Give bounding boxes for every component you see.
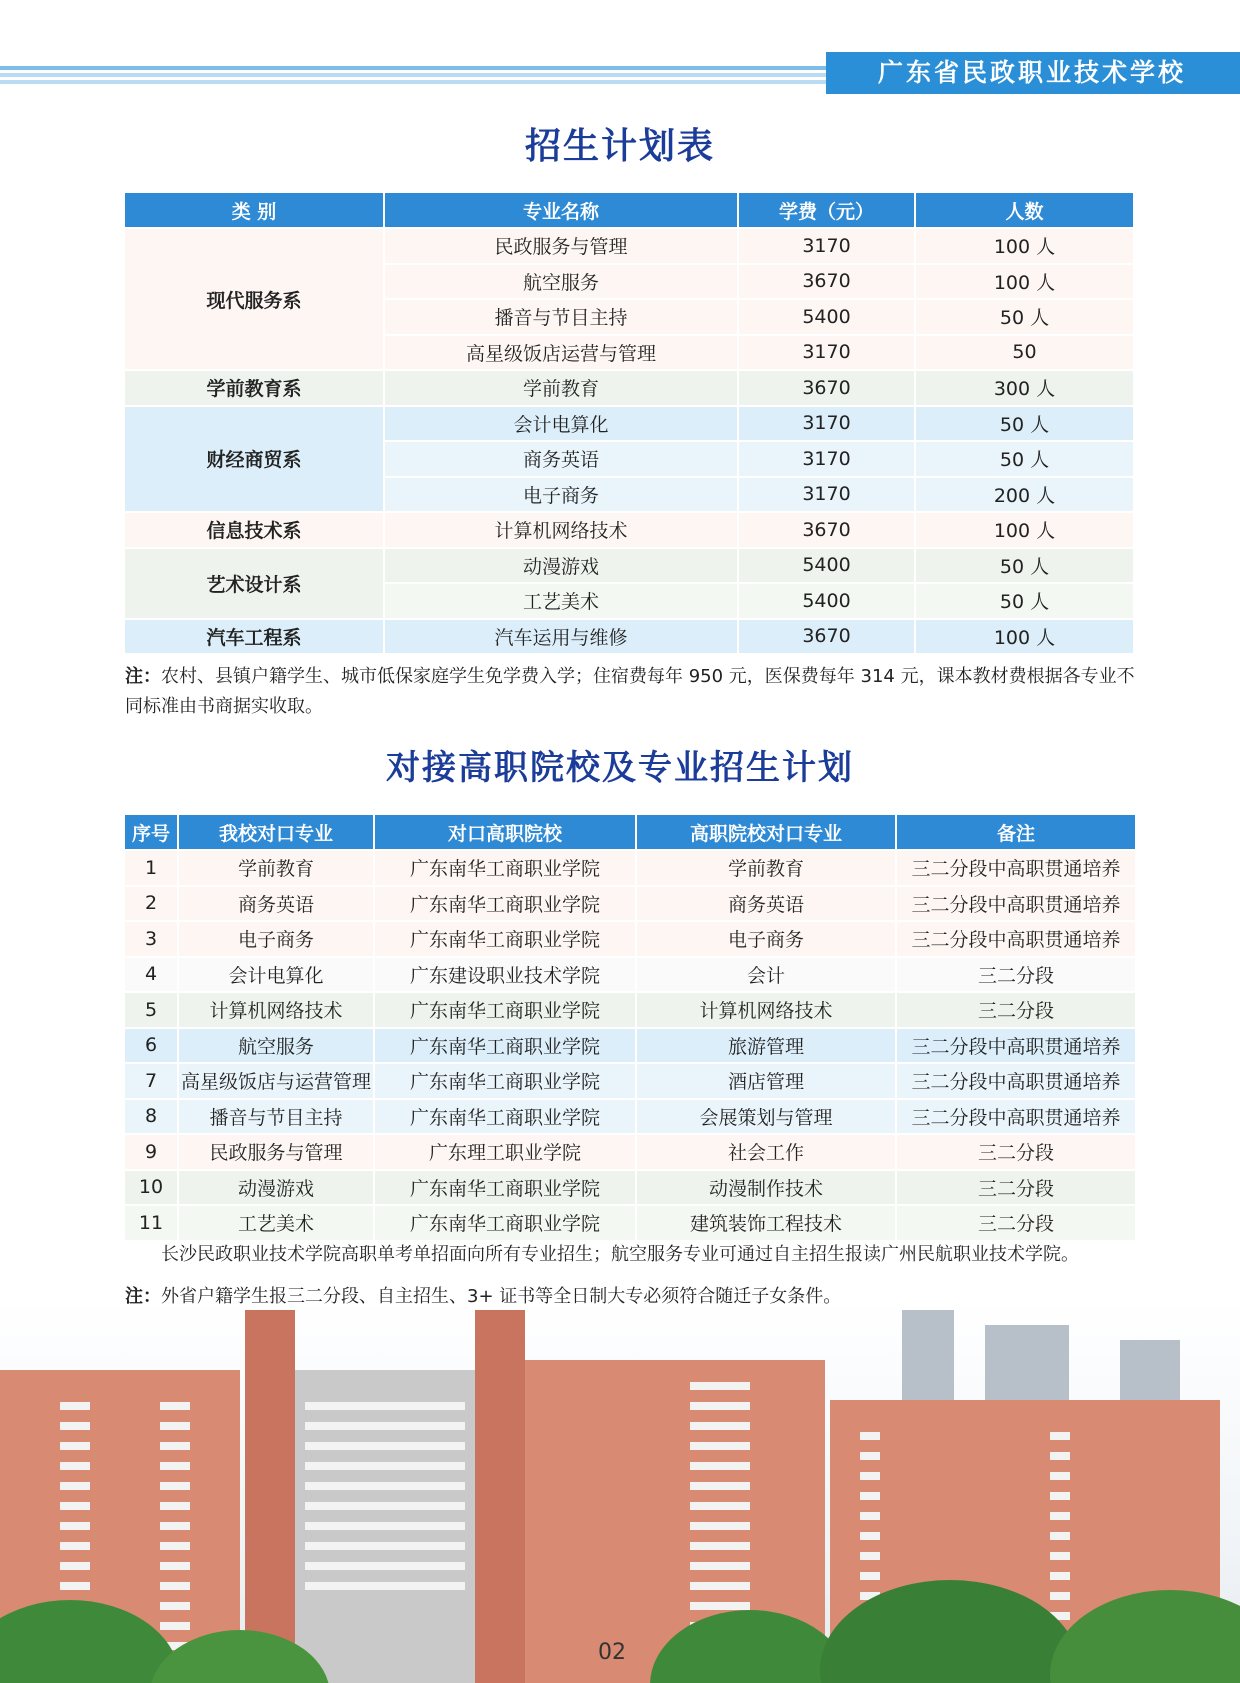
our-major-cell: 动漫游戏 xyxy=(237,1177,314,1200)
college-major-cell: 计算机网络技术 xyxy=(699,1000,833,1023)
remark-cell: 三二分段中高职贯通培养 xyxy=(911,1035,1121,1058)
college-cell: 广东南华工商职业学院 xyxy=(409,1106,600,1129)
table-row xyxy=(125,851,1135,885)
no-cell: 5 xyxy=(144,998,158,1021)
dept-cell: 现代服务系 xyxy=(125,229,383,369)
no-cell: 3 xyxy=(144,927,158,950)
remark-cell: 三二分段 xyxy=(977,1000,1054,1023)
household-note xyxy=(125,1282,841,1312)
note-label: 注： xyxy=(125,1286,161,1307)
col-header-remark: 备注 xyxy=(897,815,1135,849)
no-cell: 4 xyxy=(144,963,158,986)
college-major-cell: 社会工作 xyxy=(727,1142,804,1165)
table-row xyxy=(125,620,1133,654)
college-cell: 广东南华工商职业学院 xyxy=(409,1071,600,1094)
count-cell: 50 人 xyxy=(999,413,1050,436)
fee-cell: 3170 xyxy=(802,341,851,364)
major-cell: 汽车运用与维修 xyxy=(494,626,628,649)
college-major-cell: 酒店管理 xyxy=(727,1071,804,1094)
college-cell: 广东南华工商职业学院 xyxy=(409,893,600,916)
no-cell: 7 xyxy=(144,1069,158,1092)
no-cell: 10 xyxy=(138,1176,164,1199)
fee-cell: 3170 xyxy=(802,447,851,470)
college-cell: 广东建设职业技术学院 xyxy=(409,964,600,987)
table-row xyxy=(125,229,1133,263)
note-text: 外省户籍学生报三二分段、自主招生、3+ 证书等全日制大专必须符合随迁子女条件。 xyxy=(161,1286,842,1307)
col-header-our-major: 我校对口专业 xyxy=(179,815,373,849)
table-row xyxy=(125,993,1135,1027)
col-header-major: 专业名称 xyxy=(385,193,737,227)
note-label: 注： xyxy=(125,666,161,687)
count-cell: 100 人 xyxy=(993,520,1056,543)
no-cell: 1 xyxy=(144,856,158,879)
table-row xyxy=(125,513,1133,547)
no-cell: 9 xyxy=(144,1140,158,1163)
college-cell: 广东南华工商职业学院 xyxy=(409,1213,600,1236)
fee-cell: 3170 xyxy=(802,412,851,435)
our-major-cell: 工艺美术 xyxy=(237,1213,314,1236)
major-cell: 民政服务与管理 xyxy=(494,236,628,259)
count-cell: 100 人 xyxy=(993,271,1056,294)
note-text: 农村、县镇户籍学生、城市低保家庭学生免学费入学；住宿费每年 950 元，医保费每年 314 元，课本教材费根据各专业不同标准由书商据实收取。 xyxy=(125,666,1135,717)
col-header-category: 类 别 xyxy=(125,193,383,227)
major-cell: 动漫游戏 xyxy=(522,555,599,578)
our-major-cell: 航空服务 xyxy=(237,1035,314,1058)
college-link-title: 对接高职院校及专业招生计划 xyxy=(386,748,854,788)
college-cell: 广东南华工商职业学院 xyxy=(409,1035,600,1058)
remark-cell: 三二分段中高职贯通培养 xyxy=(911,1106,1121,1129)
major-cell: 会计电算化 xyxy=(513,413,609,436)
table-row xyxy=(125,1029,1135,1063)
table-header-row xyxy=(125,815,1135,849)
remark-cell: 三二分段 xyxy=(977,964,1054,987)
col-header-college: 对口高职院校 xyxy=(375,815,635,849)
dept-cell: 汽车工程系 xyxy=(206,626,302,649)
college-cell: 广东南华工商职业学院 xyxy=(409,929,600,952)
table-row xyxy=(125,1135,1135,1169)
count-cell: 50 人 xyxy=(999,555,1050,578)
table-row xyxy=(125,958,1135,992)
dept-cell: 学前教育系 xyxy=(206,378,302,401)
college-cell: 广东理工职业学院 xyxy=(428,1142,581,1165)
no-cell: 8 xyxy=(144,1105,158,1128)
fee-cell: 3670 xyxy=(802,270,851,293)
college-major-cell: 旅游管理 xyxy=(727,1035,804,1058)
our-major-cell: 民政服务与管理 xyxy=(209,1142,343,1165)
college-major-cell: 学前教育 xyxy=(727,858,804,881)
remark-cell: 三二分段中高职贯通培养 xyxy=(911,1071,1121,1094)
fee-cell: 3670 xyxy=(802,376,851,399)
major-cell: 工艺美术 xyxy=(522,591,599,614)
college-cell: 广东南华工商职业学院 xyxy=(409,858,600,881)
col-header-college-major: 高职院校对口专业 xyxy=(637,815,895,849)
major-cell: 学前教育 xyxy=(522,378,599,401)
our-major-cell: 电子商务 xyxy=(237,929,314,952)
table-row xyxy=(125,1206,1135,1240)
fee-note xyxy=(125,662,1135,722)
fee-cell: 5400 xyxy=(802,554,851,577)
college-link-table xyxy=(123,813,1137,1242)
our-major-cell: 播音与节目主持 xyxy=(209,1106,343,1129)
no-cell: 2 xyxy=(144,892,158,915)
header-stripes xyxy=(0,66,830,88)
college-cell: 广东南华工商职业学院 xyxy=(409,1000,600,1023)
remark-cell: 三二分段 xyxy=(977,1142,1054,1165)
table-row xyxy=(125,1064,1135,1098)
table-row xyxy=(125,1171,1135,1205)
changsha-note: 长沙民政职业技术学院高职单考单招面向所有专业招生；航空服务专业可通过自主招生报读广州民航职业技术学院。 xyxy=(161,1244,1079,1265)
remark-cell: 三二分段中高职贯通培养 xyxy=(911,893,1121,916)
col-header-no: 序号 xyxy=(125,815,177,849)
fee-cell: 3670 xyxy=(802,625,851,648)
enrollment-plan-table xyxy=(123,191,1135,655)
col-header-count: 人数 xyxy=(916,193,1133,227)
table-row xyxy=(125,887,1135,921)
school-name-banner: 广东省民政职业技术学校 xyxy=(826,52,1240,94)
count-cell: 50 xyxy=(1012,341,1037,364)
our-major-cell: 计算机网络技术 xyxy=(209,1000,343,1023)
major-cell: 商务英语 xyxy=(522,449,599,472)
enrollment-plan-title: 招生计划表 xyxy=(524,126,715,167)
fee-cell: 5400 xyxy=(802,589,851,612)
count-cell: 50 人 xyxy=(999,591,1050,614)
remark-cell: 三二分段中高职贯通培养 xyxy=(911,929,1121,952)
our-major-cell: 高星级饭店与运营管理 xyxy=(180,1071,371,1094)
table-row xyxy=(125,922,1135,956)
college-major-cell: 会展策划与管理 xyxy=(699,1106,833,1129)
major-cell: 高星级饭店运营与管理 xyxy=(465,342,656,365)
major-cell: 航空服务 xyxy=(522,271,599,294)
major-cell: 播音与节目主持 xyxy=(494,307,628,330)
campus-photo xyxy=(0,1300,1240,1683)
our-major-cell: 会计电算化 xyxy=(228,964,324,987)
count-cell: 300 人 xyxy=(993,378,1056,401)
no-cell: 11 xyxy=(138,1211,164,1234)
our-major-cell: 学前教育 xyxy=(237,858,314,881)
remark-cell: 三二分段 xyxy=(977,1177,1054,1200)
dept-cell: 信息技术系 xyxy=(206,520,302,543)
major-cell: 电子商务 xyxy=(522,484,599,507)
fee-cell: 3170 xyxy=(802,483,851,506)
college-major-cell: 建筑装饰工程技术 xyxy=(689,1213,842,1236)
remark-cell: 三二分段 xyxy=(977,1213,1054,1236)
table-row xyxy=(125,407,1133,441)
college-major-cell: 会计 xyxy=(746,964,785,987)
college-major-cell: 电子商务 xyxy=(727,929,804,952)
fee-cell: 3170 xyxy=(802,234,851,257)
page-number: 02 xyxy=(598,1640,626,1665)
count-cell: 200 人 xyxy=(993,484,1056,507)
college-major-cell: 商务英语 xyxy=(727,893,804,916)
count-cell: 50 人 xyxy=(999,307,1050,330)
table-row xyxy=(125,371,1133,405)
fee-cell: 3670 xyxy=(802,518,851,541)
fee-cell: 5400 xyxy=(802,305,851,328)
dept-cell: 艺术设计系 xyxy=(125,549,383,618)
dept-cell: 财经商贸系 xyxy=(125,407,383,512)
col-header-fee: 学费（元） xyxy=(739,193,914,227)
table-row xyxy=(125,1100,1135,1134)
no-cell: 6 xyxy=(144,1034,158,1057)
count-cell: 50 人 xyxy=(999,449,1050,472)
our-major-cell: 商务英语 xyxy=(237,893,314,916)
count-cell: 100 人 xyxy=(993,236,1056,259)
major-cell: 计算机网络技术 xyxy=(494,520,628,543)
college-cell: 广东南华工商职业学院 xyxy=(409,1177,600,1200)
count-cell: 100 人 xyxy=(993,626,1056,649)
table-row xyxy=(125,549,1133,583)
table-header-row xyxy=(125,193,1133,227)
college-major-cell: 动漫制作技术 xyxy=(708,1177,823,1200)
remark-cell: 三二分段中高职贯通培养 xyxy=(911,858,1121,881)
